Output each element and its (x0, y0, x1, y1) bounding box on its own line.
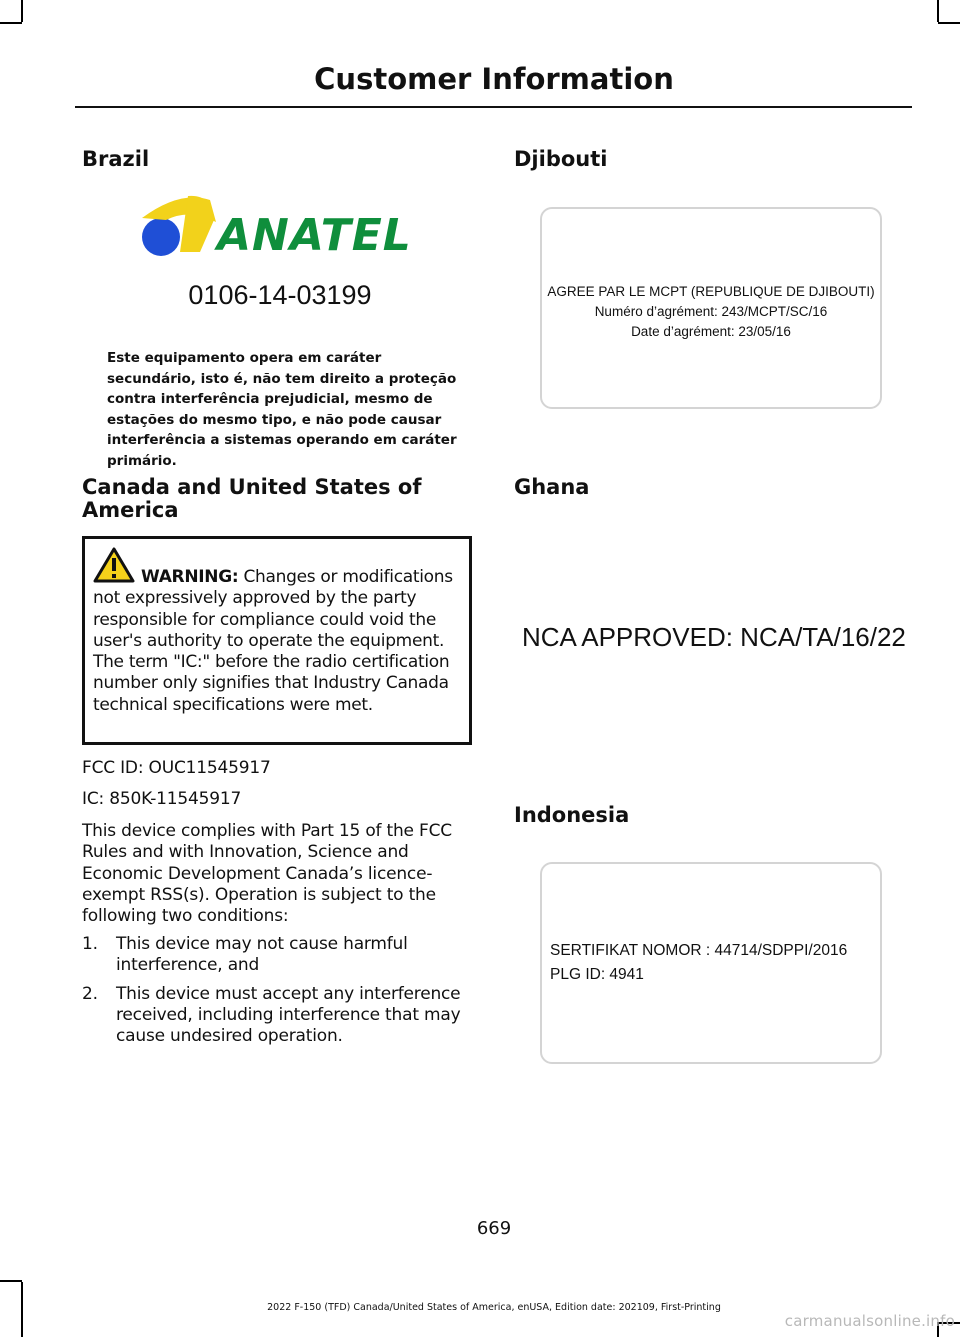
section-heading-djibouti: Djibouti (514, 147, 608, 171)
warning-label: WARNING: (141, 567, 239, 587)
conditions-list (82, 934, 474, 1047)
warning-box (82, 536, 472, 745)
anatel-certification-label (100, 190, 460, 469)
crop-mark (937, 0, 939, 22)
djibouti-line-2: Numéro d’agrément: 243/MCPT/SC/16 (594, 304, 828, 319)
footer-edition: 2022 F-150 (TFD) Canada/United States of America, enUSA, Edition date: 202109, First-Printing (267, 1302, 721, 1313)
indonesia-line-1: SERTIFIKAT NOMOR : 44714/SDPPI/2016 (550, 942, 848, 959)
indonesia-line-2: PLG ID: 4941 (550, 966, 644, 983)
page-title: Customer Information (314, 62, 674, 96)
fcc-id: FCC ID: OUC11545917 (82, 758, 271, 778)
crop-mark (0, 1280, 22, 1282)
page-number: 669 (476, 1218, 512, 1239)
section-heading-indonesia: Indonesia (514, 803, 630, 827)
section-heading-brazil: Brazil (82, 147, 150, 171)
indonesia-cert-label (540, 862, 882, 1064)
djibouti-line-3: Date d’agrément: 23/05/16 (631, 324, 791, 339)
anatel-wordmark: ANATEL (217, 210, 412, 261)
crop-mark (21, 0, 23, 22)
crop-mark (0, 22, 22, 24)
anatel-notice: Este equipamento opera em caráter secundário, isto é, não tem direito a proteção contra interferência prejudicial, mesmo de estações do mesmo tipo, e não pode causar interferência a sistemas operando em caráter primário. (107, 350, 457, 469)
list-item: 2. This device must accept any interference received, including interference that may cause undesired operation. (82, 983, 461, 1047)
list-item: 1. This device may not cause harmful interference, and (82, 934, 408, 976)
section-heading-canada-usa: Canada and United States of America (82, 475, 422, 522)
section-heading-ghana: Ghana (514, 475, 590, 499)
djibouti-line-1: AGREE PAR LE MCPT (REPUBLIQUE DE DJIBOUTI) (547, 284, 875, 299)
warning-body: Changes or modifications not expressively approved by the party responsible for compliance could void the user's authority to operate the equipment. The term "IC:" before the radio certification number only signifies that Industry Canada technical specifications were met. (93, 567, 453, 715)
ic-number: IC: 850K-11545917 (82, 789, 242, 809)
warning-text (93, 567, 467, 716)
crop-mark (938, 22, 960, 24)
watermark: carmanualsonline.info (784, 1312, 955, 1330)
header-divider (75, 106, 912, 108)
ghana-approval-text: NCA APPROVED: NCA/TA/16/22 (522, 622, 906, 652)
anatel-cert-number: 0106-14-03199 (188, 280, 372, 310)
compliance-paragraph: This device complies with Part 15 of the FCC Rules and with Innovation, Science and Economic Development Canada’s licence-exempt RSS(s). Operation is subject to the following two conditions: (82, 821, 452, 927)
djibouti-cert-label (540, 207, 882, 409)
